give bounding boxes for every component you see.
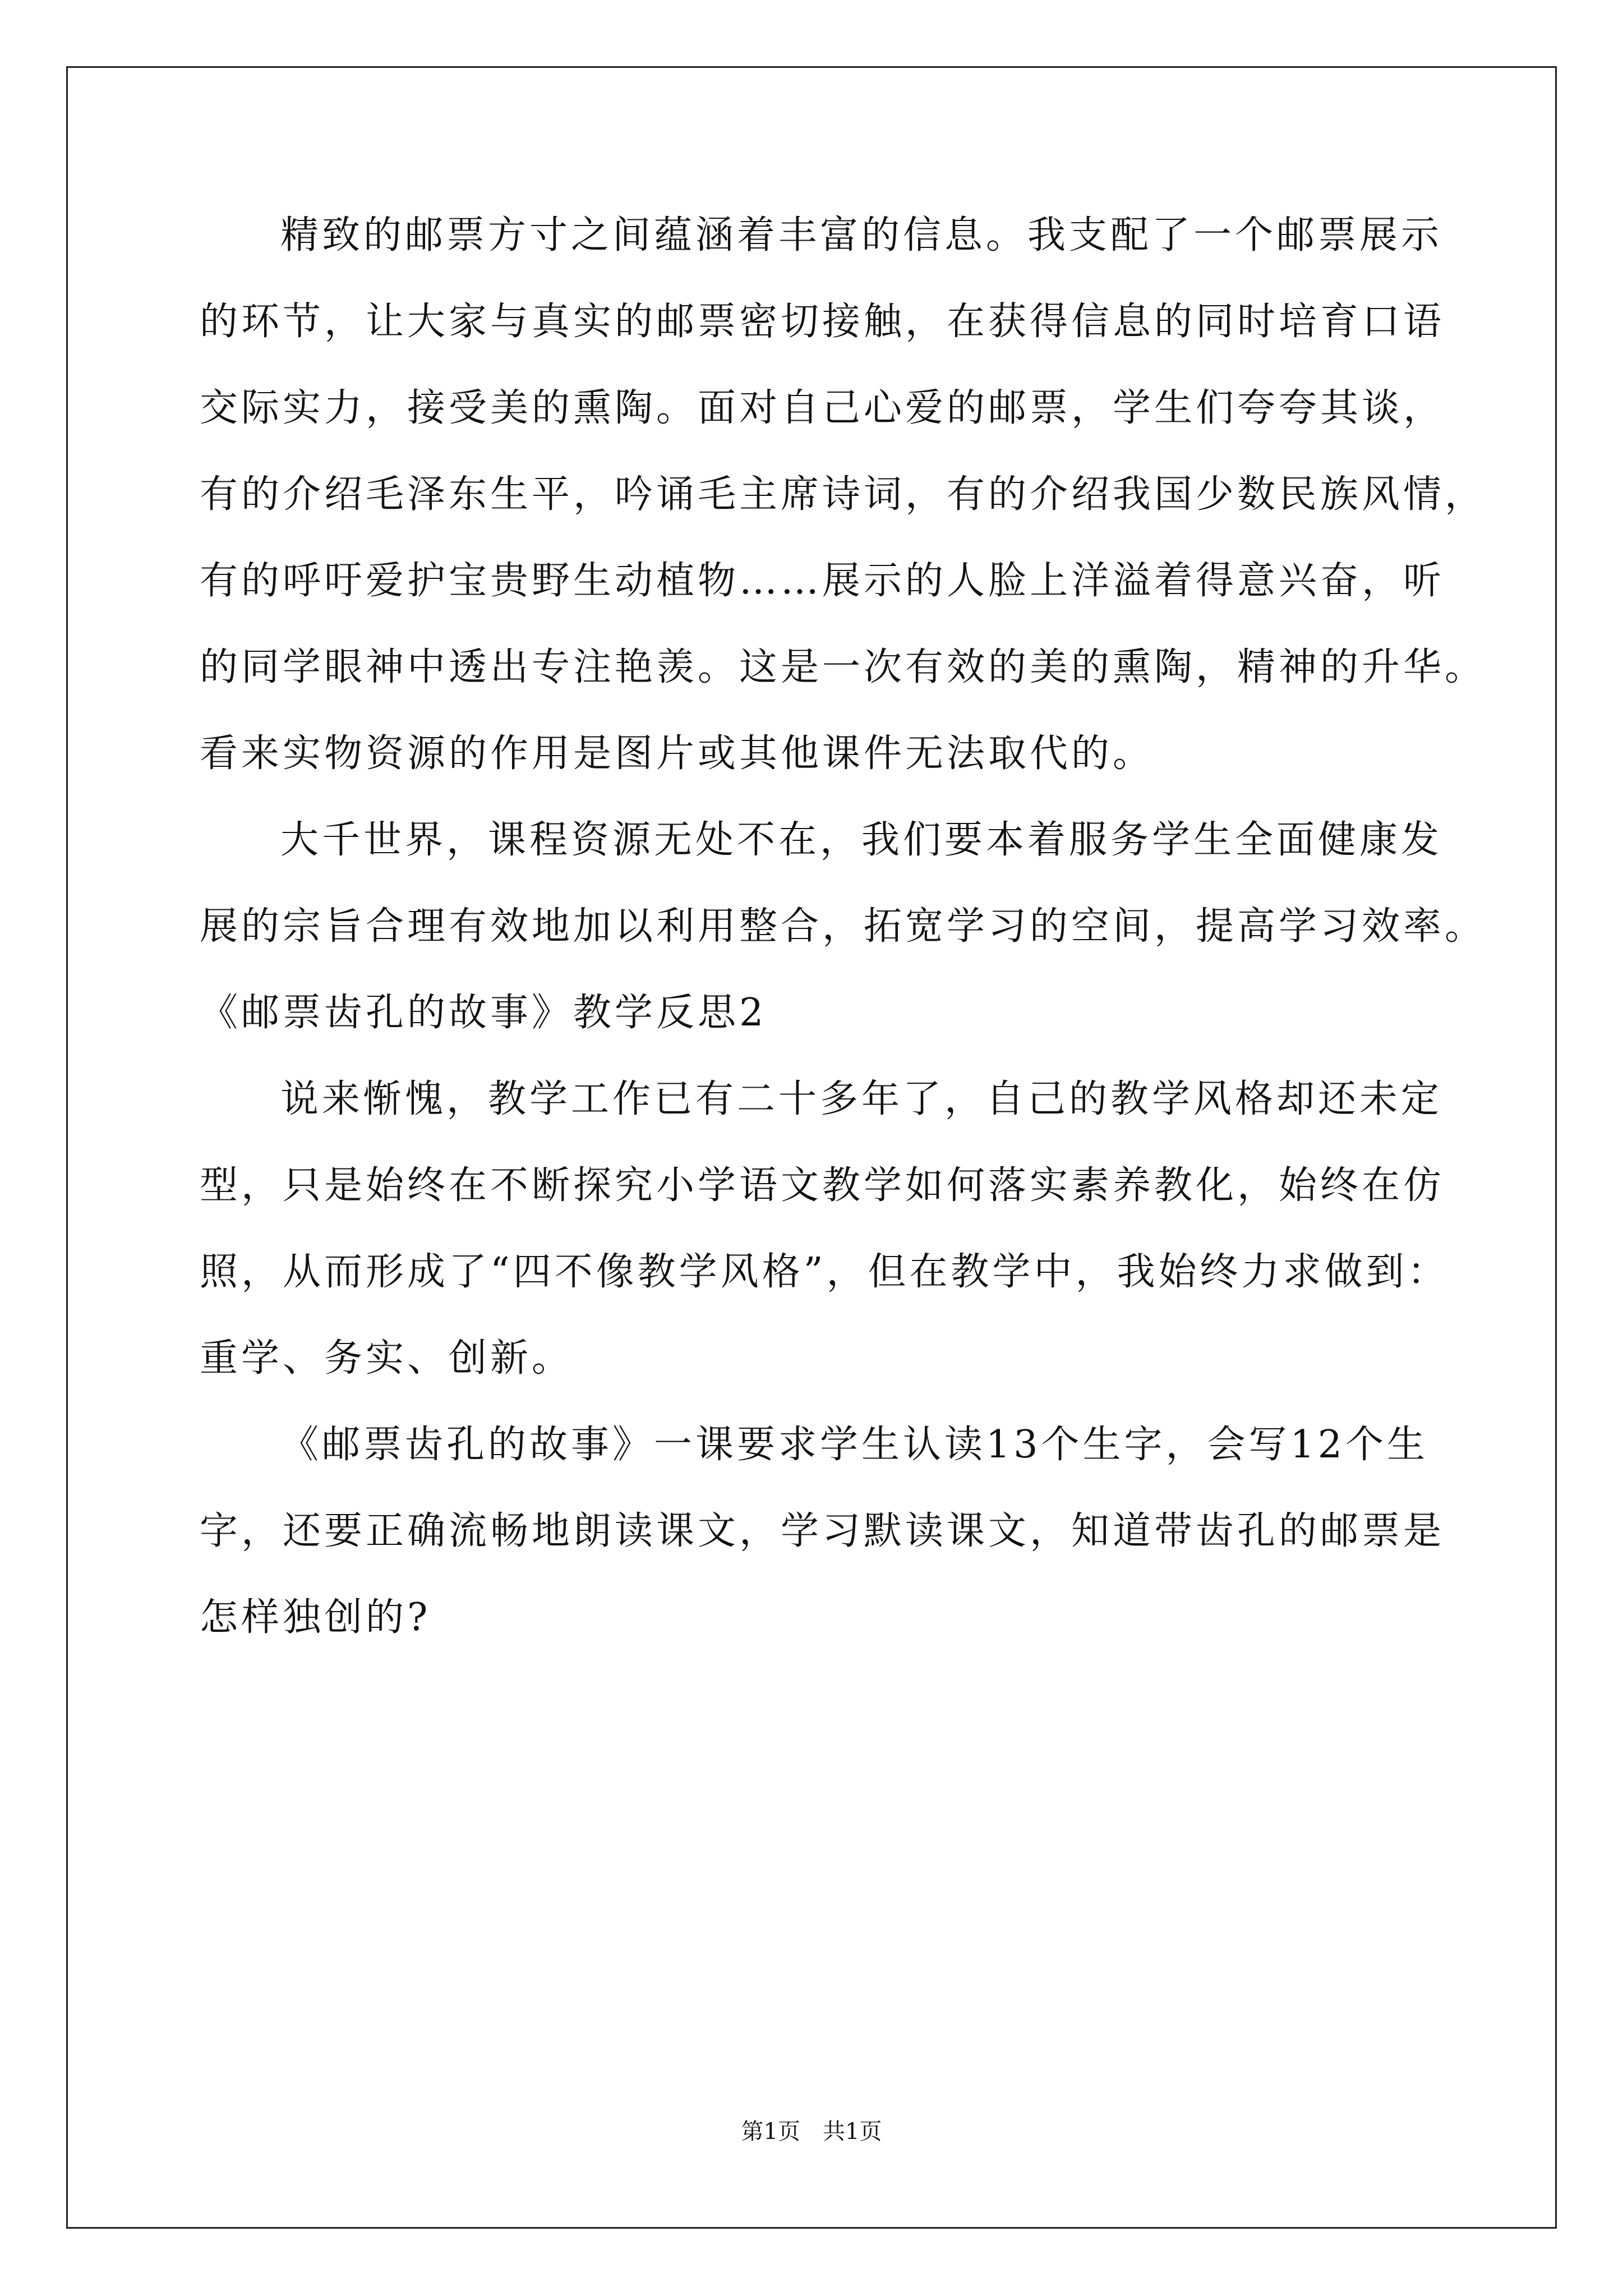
paragraph-line: 说来惭愧，教学工作已有二十多年了，自己的教学风格却还未定 <box>280 1077 1443 1121</box>
paragraph-line: 的环节，让大家与真实的邮票密切接触，在获得信息的同时培育口语 <box>200 300 1445 344</box>
paragraph-line: 照，从而形成了“四不像教学风格”，但在教学中，我始终力求做到： <box>200 1250 1449 1294</box>
page-number-footer: 第1页 共1页 <box>741 2119 882 2145</box>
paragraph-line: 交际实力，接受美的熏陶。面对自己心爱的邮票，学生们夸夸其谈， <box>200 386 1445 430</box>
paragraph-line: 字，还要正确流畅地朗读课文，学习默读课文，知道带齿孔的邮票是 <box>200 1509 1445 1553</box>
paragraph-line: 大千世界，课程资源无处不在，我们要本着服务学生全面健康发 <box>280 818 1443 862</box>
paragraph-line: 有的介绍毛泽东生平，吟诵毛主席诗词，有的介绍我国少数民族风情， <box>200 472 1487 517</box>
paragraph-line: 的同学眼神中透出专注艳羡。这是一次有效的美的熏陶，精神的升华。 <box>200 645 1487 689</box>
paragraph-line: 精致的邮票方寸之间蕴涵着丰富的信息。我支配了一个邮票展示 <box>280 213 1443 257</box>
paragraph-line: 看来实物资源的作用是图片或其他课件无法取代的。 <box>200 731 1155 776</box>
paragraph-line: 型，只是始终在不断探究小学语文教学如何落实素养教化，始终在仿 <box>200 1163 1445 1208</box>
paragraph-line: 《邮票齿孔的故事》一课要求学生认读13个生字，会写12个生 <box>280 1423 1429 1467</box>
paragraph-line: 重学、务实、创新。 <box>200 1336 574 1381</box>
paragraph-line: 展的宗旨合理有效地加以利用整合，拓宽学习的空间，提高学习效率。 <box>200 904 1487 949</box>
paragraph-line: 有的呼吁爱护宝贵野生动植物……展示的人脸上洋溢着得意兴奋，听 <box>200 559 1445 603</box>
paragraph-line: 怎样独创的? <box>200 1595 431 1640</box>
section-heading: 《邮票齿孔的故事》教学反思2 <box>200 991 767 1035</box>
